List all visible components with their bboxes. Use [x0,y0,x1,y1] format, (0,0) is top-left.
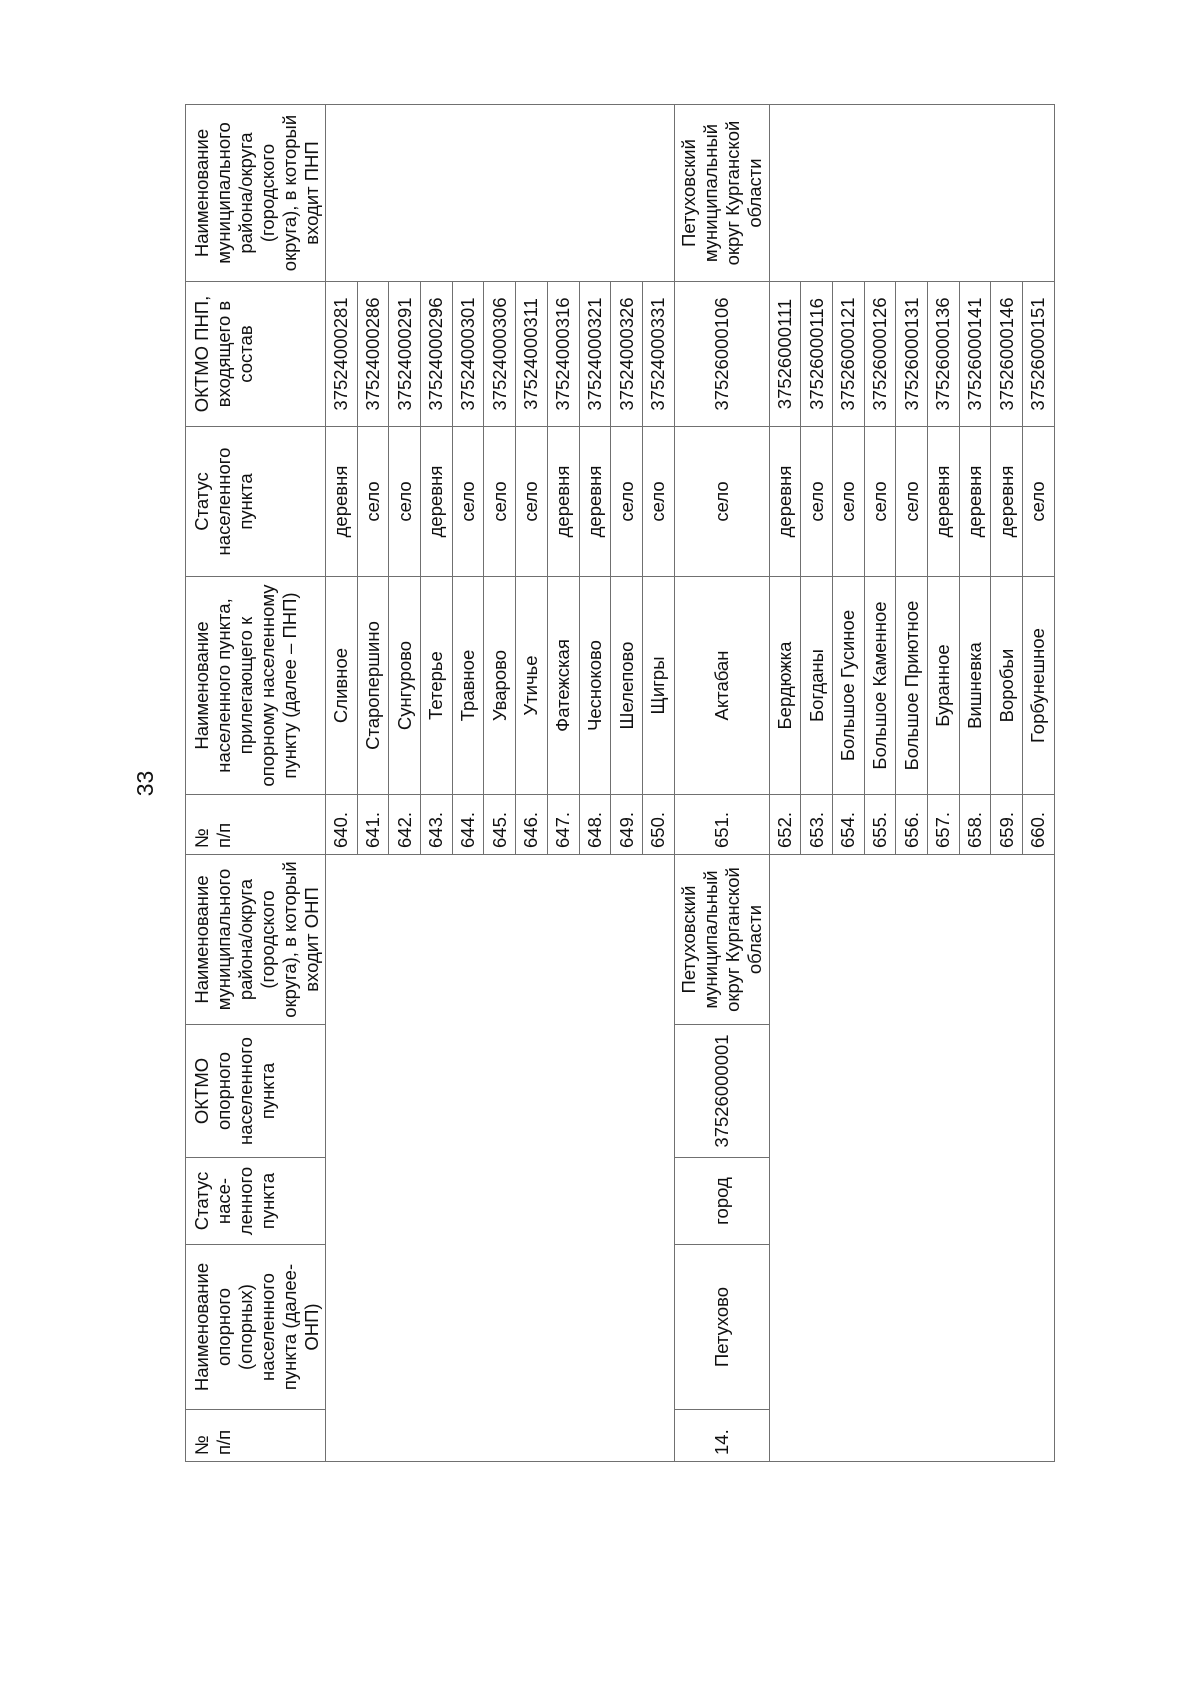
header-pnp-number: № п/п [186,795,326,855]
pnp-status: деревня [928,427,960,577]
pnp-oktmo: 37524000306 [484,282,516,427]
header-onp-status: Статус насе- ленного пункта [186,1158,326,1245]
pnp-status: село [832,427,864,577]
pnp-status: деревня [547,427,579,577]
pnp-oktmo: 37526000116 [801,282,833,427]
pnp-number: 648. [579,795,611,855]
pnp-number: 650. [642,795,674,855]
pnp-number: 654. [832,795,864,855]
pnp-number: 645. [484,795,516,855]
pnp-name: Буранное [928,577,960,795]
header-pnp-oktmo: ОКТМО ПНП, входящего в состав [186,282,326,427]
pnp-number: 642. [389,795,421,855]
pnp-name: Сунгурово [389,577,421,795]
pnp-number: 649. [611,795,643,855]
pnp-name: Воробьи [991,577,1023,795]
pnp-oktmo: 37524000321 [579,282,611,427]
pnp-number: 641. [357,795,389,855]
pnp-oktmo: 37524000301 [452,282,484,427]
pnp-status: деревня [959,427,991,577]
header-onp-number: № п/п [186,1410,326,1462]
pnp-status: село [864,427,896,577]
pnp-name: Травное [452,577,484,795]
pnp-status: деревня [579,427,611,577]
pnp-number: 646. [516,795,548,855]
pnp-oktmo: 37526000111 [769,282,801,427]
pnp-name: Тетерье [421,577,453,795]
pnp-oktmo: 37526000136 [928,282,960,427]
pnp-oktmo: 37524000311 [516,282,548,427]
pnp-name: Большое Каменное [864,577,896,795]
pnp-status: село [357,427,389,577]
continued-district-cell [326,105,675,282]
pnp-status: село [1023,427,1055,577]
settlements-table [185,104,1055,1462]
pnp-status: село [801,427,833,577]
pnp-number: 658. [959,795,991,855]
pnp-number: 652. [769,795,801,855]
header-pnp-name: Наименование населенного пункта, прилегающего к опорному населенному пункту (далее – ПНП) [186,577,326,795]
pnp-status: село [674,427,769,577]
merged-district-cell [769,105,1054,282]
header-onp-name: Наименование опорного (опорных) населенного пункта (далее- ОНП) [186,1245,326,1410]
pnp-oktmo: 37526000146 [991,282,1023,427]
onp-oktmo: 37526000001 [674,1025,769,1158]
table-row [326,105,358,1462]
pnp-status: село [516,427,548,577]
pnp-number: 659. [991,795,1023,855]
pnp-oktmo: 37526000106 [674,282,769,427]
header-row [186,105,326,1462]
pnp-name: Бердюжка [769,577,801,795]
pnp-name: Большое Гусиное [832,577,864,795]
pnp-oktmo: 37524000286 [357,282,389,427]
pnp-oktmo: 37524000291 [389,282,421,427]
pnp-oktmo: 37526000151 [1023,282,1055,427]
pnp-status: село [611,427,643,577]
onp-district: Петуховский муниципальный округ Курганской области [674,855,769,1025]
pnp-number: 640. [326,795,358,855]
pnp-oktmo: 37524000281 [326,282,358,427]
pnp-number: 655. [864,795,896,855]
header-pnp-status: Статус населенного пункта [186,427,326,577]
pnp-status: село [642,427,674,577]
onp-name: Петухово [674,1245,769,1410]
pnp-name: Утичье [516,577,548,795]
pnp-name: Большое Приютное [896,577,928,795]
pnp-number: 651. [674,795,769,855]
pnp-name: Шелепово [611,577,643,795]
pnp-status: село [896,427,928,577]
pnp-status: село [389,427,421,577]
onp-status: город [674,1158,769,1245]
rotated-table-sheet [120,105,1055,1462]
pnp-name: Чесноково [579,577,611,795]
pnp-oktmo: 37524000326 [611,282,643,427]
pnp-name: Богданы [801,577,833,795]
header-pnp-district: Наименование муниципального района/округа (городского округа), в который входит ПНП [186,105,326,282]
pnp-number: 653. [801,795,833,855]
onp-number: 14. [674,1410,769,1462]
pnp-name: Актабан [674,577,769,795]
pnp-name: Фатежская [547,577,579,795]
pnp-oktmo: 37524000316 [547,282,579,427]
onp-row [674,105,769,1462]
pnp-district: Петуховский муниципальный округ Курганской области [674,105,769,282]
pnp-name: Старопершино [357,577,389,795]
pnp-number: 647. [547,795,579,855]
header-onp-oktmo: ОКТМО опорного населенного пункта [186,1025,326,1158]
pnp-oktmo: 37524000296 [421,282,453,427]
pnp-oktmo: 37526000121 [832,282,864,427]
page-number: 33 [132,770,158,797]
pnp-name: Щигры [642,577,674,795]
pnp-status: деревня [326,427,358,577]
pnp-number: 657. [928,795,960,855]
pnp-number: 660. [1023,795,1055,855]
pnp-status: село [484,427,516,577]
merged-onp-cell [769,855,1054,1462]
pnp-status: деревня [421,427,453,577]
pnp-number: 643. [421,795,453,855]
pnp-oktmo: 37526000131 [896,282,928,427]
pnp-name: Уварово [484,577,516,795]
pnp-status: село [452,427,484,577]
pnp-number: 656. [896,795,928,855]
pnp-oktmo: 37526000141 [959,282,991,427]
pnp-status: деревня [991,427,1023,577]
pnp-name: Сливное [326,577,358,795]
table-row [769,105,801,1462]
pnp-oktmo: 37524000331 [642,282,674,427]
pnp-name: Горбунешное [1023,577,1055,795]
pnp-status: деревня [769,427,801,577]
pnp-oktmo: 37526000126 [864,282,896,427]
header-onp-district: Наименование муниципального района/округа (городского округа), в который входит ОНП [186,855,326,1025]
continued-onp-cell [326,855,675,1462]
pnp-name: Вишневка [959,577,991,795]
pnp-number: 644. [452,795,484,855]
